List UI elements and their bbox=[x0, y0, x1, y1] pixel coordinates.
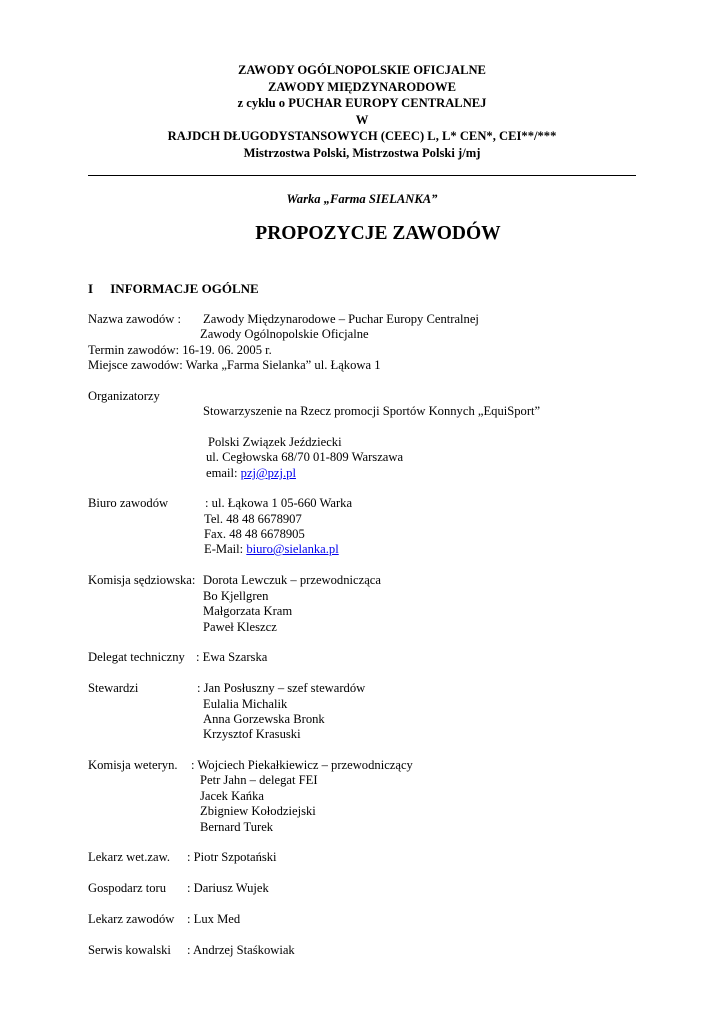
serwis-label: Serwis kowalski bbox=[88, 943, 171, 957]
lekarz-wet-value: : Piotr Szpotański bbox=[187, 850, 277, 864]
serwis-value: : Andrzej Staśkowiak bbox=[187, 943, 295, 957]
header-divider bbox=[88, 175, 636, 176]
header-line: z cyklu o PUCHAR EUROPY CENTRALNEJ bbox=[237, 96, 487, 111]
weteryn-member: Bernard Turek bbox=[200, 820, 274, 834]
stewardzi-label: Stewardzi bbox=[88, 681, 139, 695]
organizator-2-email-row bbox=[206, 466, 296, 481]
weteryn-member: : Wojciech Piekałkiewicz – przewodniczący bbox=[191, 758, 413, 772]
biuro-tel: Tel. 48 48 6678907 bbox=[204, 512, 302, 526]
header-line: RAJDCH DŁUGODYSTANSOWYCH (CEEC) L, L* CEN*, CEI**/*** bbox=[167, 129, 557, 144]
lekarz-wet-label: Lekarz wet.zaw. bbox=[88, 850, 171, 864]
komisja-member: Dorota Lewczuk – przewodnicząca bbox=[203, 573, 381, 587]
weteryn-member: Zbigniew Kołodziejski bbox=[200, 804, 316, 818]
delegat-value: : Ewa Szarska bbox=[196, 650, 268, 664]
organizatorzy-label: Organizatorzy bbox=[88, 389, 160, 403]
komisja-member: Bo Kjellgren bbox=[203, 589, 269, 603]
nazwa-label: Nazwa zawodów : bbox=[88, 312, 182, 326]
gospodarz-label: Gospodarz toru bbox=[88, 881, 166, 895]
gospodarz-value: : Dariusz Wujek bbox=[187, 881, 269, 895]
steward-member: : Jan Posłuszny – szef stewardów bbox=[197, 681, 366, 695]
weteryn-member: Jacek Kańka bbox=[200, 789, 264, 803]
organizator-2-address: ul. Cegłowska 68/70 01-809 Warszawa bbox=[206, 450, 404, 464]
steward-member: Krzysztof Krasuski bbox=[203, 727, 301, 741]
nazwa-value-1: Zawody Międzynarodowe – Puchar Europy Centralnej bbox=[203, 312, 479, 326]
weteryn-member: Petr Jahn – delegat FEI bbox=[200, 773, 318, 787]
lekarz-label: Lekarz zawodów bbox=[88, 912, 175, 926]
section-number: I bbox=[88, 281, 94, 296]
document-header bbox=[88, 62, 636, 162]
organizator-1: Stowarzyszenie na Rzecz promocji Sportów Konnych „EquiSport” bbox=[203, 404, 541, 418]
pzj-email-link[interactable]: pzj@pzj.pl bbox=[240, 466, 296, 480]
steward-member: Anna Gorzewska Bronk bbox=[203, 712, 325, 726]
email-label: E-Mail: bbox=[204, 542, 244, 556]
biuro-email-link[interactable]: biuro@sielanka.pl bbox=[246, 542, 339, 556]
header-line: ZAWODY OGÓLNOPOLSKIE OFICJALNE bbox=[238, 63, 486, 77]
header-line: W bbox=[355, 112, 369, 127]
biuro-label: Biuro zawodów bbox=[88, 496, 169, 510]
biuro-fax: Fax. 48 48 6678905 bbox=[204, 527, 305, 541]
section-label: INFORMACJE OGÓLNE bbox=[110, 281, 259, 296]
biuro-address: : ul. Łąkowa 1 05-660 Warka bbox=[205, 496, 353, 510]
page-title: PROPOZYCJE ZAWODÓW bbox=[255, 223, 501, 244]
biuro-email-row bbox=[204, 542, 339, 557]
lekarz-value: : Lux Med bbox=[187, 912, 241, 926]
termin-line: Termin zawodów: 16-19. 06. 2005 r. bbox=[88, 343, 272, 357]
organizator-2-name: Polski Związek Jeździecki bbox=[208, 435, 342, 449]
komisja-member: Paweł Kleszcz bbox=[203, 620, 277, 634]
section-heading bbox=[88, 281, 259, 296]
nazwa-value-2: Zawody Ogólnopolskie Oficjalne bbox=[200, 327, 369, 341]
komisja-label: Komisja sędziowska: bbox=[88, 573, 196, 587]
weteryn-label: Komisja weteryn. bbox=[88, 758, 178, 772]
header-line: Mistrzostwa Polski, Mistrzostwa Polski j/mj bbox=[243, 145, 481, 160]
steward-member: Eulalia Michalik bbox=[203, 697, 288, 711]
delegat-label: Delegat techniczny bbox=[88, 650, 185, 664]
email-label: email: bbox=[206, 466, 238, 480]
venue-line: Warka „Farma SIELANKA” bbox=[286, 192, 438, 206]
header-line: ZAWODY MIĘDZYNARODOWE bbox=[267, 79, 457, 94]
miejsce-line: Miejsce zawodów: Warka „Farma Sielanka” ul. Łąkowa 1 bbox=[88, 358, 381, 372]
komisja-member: Małgorzata Kram bbox=[203, 604, 293, 618]
